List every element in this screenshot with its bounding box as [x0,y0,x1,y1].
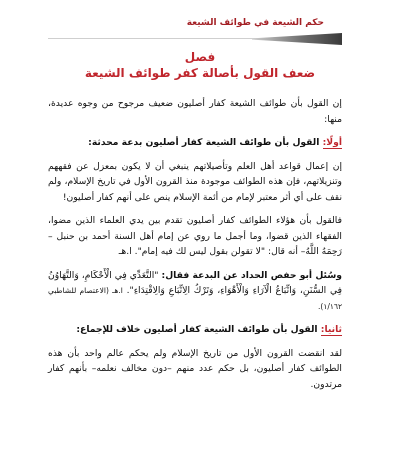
first-point-title: القول بأن طوائف الشيعة كفار أصليون بدعة محدثة: [88,137,320,148]
second-point-title: القول بأن طوائف الشيعة كفار أصليون خلاف للإجماع: [76,324,318,335]
quote-reference: ا.هـ (الاعتصام للشاطبي ١/١٦٢). [48,286,342,311]
intro-paragraph: إن القول بأن طوائف الشيعة كفار أصليون ضعيف مرجوح من وجوه عديدة، منها: [48,98,342,125]
quote-text: "التَّعَدِّي فِي الْأَحْكَامِ، وَالتَّهَاوُنُ فِي السُّنَنِ، وَاتِّبَاعُ الْآرَاءِ وَالْأَهْوَاءِ، وَتَرْكُ الِاتِّبَاعِ وَالِاقْتِدَاءِ". [48,269,342,296]
first-point-paragraph-3 [48,268,342,315]
section-heading: فصل [184,50,216,64]
page-content [48,96,342,400]
header-rule-line [48,38,262,39]
first-point-paragraph-2: فالقول بأن هؤلاء الطوائف كفار أصليون تقدم بين يدي العلماء الذين مضوا، الفقهاء الذين قضوا، وما أجمل ما روي عن إمام أهل السنة أحمد بن حنبل –رَحِمَهُ اللَّهُ– أنه قال: "لا تقولن بقول ليس لك فيه إمام". ا.هـ [48,215,342,257]
second-point-paragraph-1: لقد انقضت القرون الأول من تاريخ الإسلام ولم يحكم عالم واحد بأن هذه الطوائف كفار أصليون، بل حكم عدد منهم –دون مخالف نعلمه– بأنهم كفار مرتدون. [48,347,342,390]
first-point-heading [48,135,342,153]
second-point-number: ثانيا: [320,324,342,335]
first-point-paragraph-1: إن إعمال قواعد أهل العلم وتأصيلاتهم ينبغي أن لا يكون بمعزل عن فقههم وتنزيلاتهم، فإن هذه الطوائف موجودة منذ القرون الأول في تاريخ الإسلام، ولم نقف على أي أثر معتبر لإمام من أئمة الإسلام ينص على أنهم كفار أصليون! [48,160,342,203]
running-header: حكم الشيعة في طوائف الشيعة [186,18,324,28]
quote-intro: وسُئل أبو حفص الحداد عن البدعة فقال: [161,269,343,281]
header-rule [48,32,342,46]
section-title: ضعف القول بأصالة كفر طوائف الشيعة [84,66,316,80]
header-ornament [252,33,342,45]
second-point-heading [48,322,342,340]
first-point-number: أولًا: [322,137,342,148]
